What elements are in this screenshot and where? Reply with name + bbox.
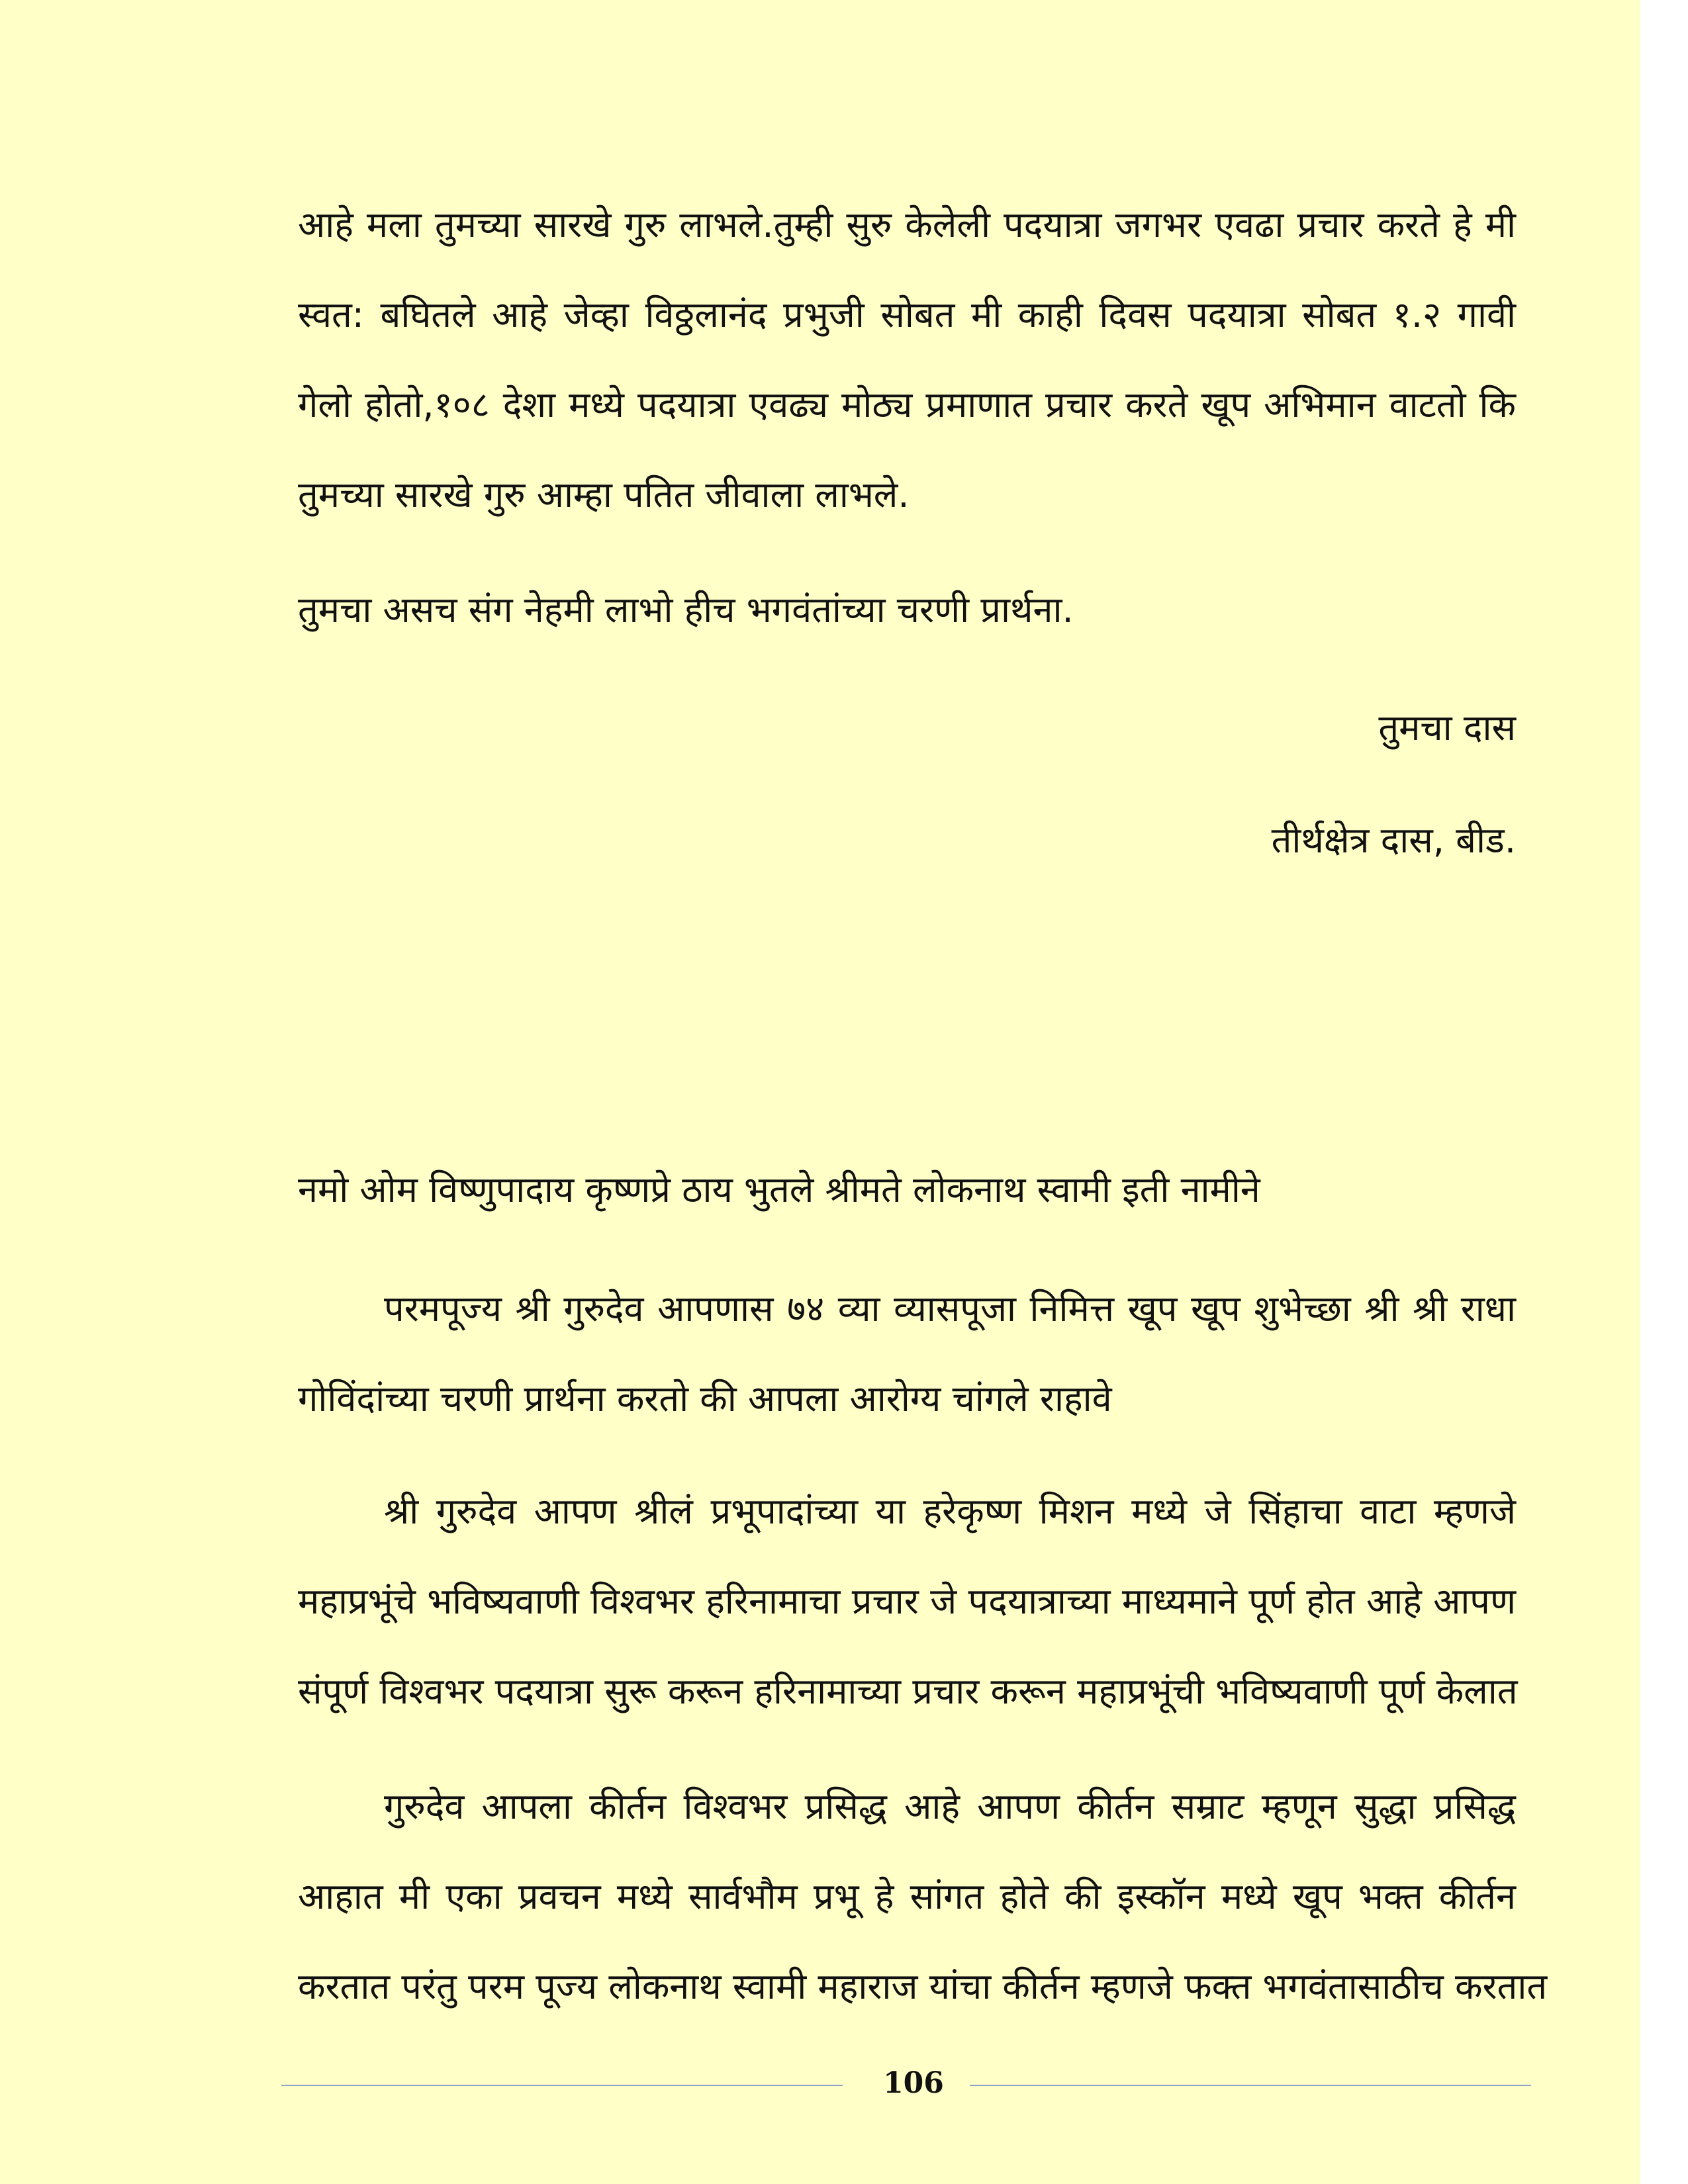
paragraph-line: आहात मी एका प्रवचन मध्ये सार्वभौम प्रभू हे सांगत होते की इस्कॉन मध्ये खूप भक्त कीर्तन — [298, 1876, 1516, 1917]
page-number: 106 — [883, 2066, 944, 2100]
invocation — [298, 1163, 1516, 1216]
signature-line-1: तुमचा दास — [1378, 707, 1516, 749]
paragraph-line: तुमच्या सारखे गुरु आम्हा पतित जीवाला लाभले. — [298, 474, 910, 516]
signature-block — [298, 702, 1516, 860]
paragraph-2 — [298, 584, 1516, 637]
footer-rule-left — [281, 2085, 843, 2086]
invocation-line: नमो ओम विष्णुपादाय कृष्णप्रे ठाय भुतले श्रीमते लोकनाथ स्वामी इती नामीने — [298, 1169, 1260, 1210]
paragraph-line: आहे मला तुमच्या सारखे गुरु लाभले.तुम्ही सुरु केलेली पदयात्रा जगभर एवढा प्रचार करते हे मी — [298, 204, 1516, 246]
paragraph-line: गेलो होतो,१०८ देशा मध्ये पदयात्रा एवढ्य मोठ्य प्रमाणात प्रचार करते खूप अभिमान वाटतो कि — [298, 384, 1516, 426]
paragraph-line: परमपूज्य श्री गुरुदेव आपणास ७४ व्या व्यासपूजा निमित्त खूप खूप शुभेच्छा श्री श्री राधा — [384, 1288, 1516, 1330]
paragraph-line: स्वत: बघितले आहे जेव्हा विठ्ठलानंद प्रभुजी सोबत मी काही दिवस पदयात्रा सोबत १.२ गावी — [298, 294, 1516, 336]
paragraph-3 — [298, 1283, 1516, 1428]
paragraph-5 — [298, 1780, 1548, 2019]
paragraph-line: गुरुदेव आपला कीर्तन विश्वभर प्रसिद्ध आहे आपण कीर्तन सम्राट म्हणून सुद्धा प्रसिद्ध — [384, 1786, 1516, 1827]
paragraph-line: संपूर्ण विश्वभर पदयात्रा सुरू करून हरिनामाच्या प्रचार करून महाप्रभूंची भविष्यवाणी पूर्ण केलात — [298, 1670, 1518, 1712]
paragraph-line: गोविंदांच्या चरणी प्रार्थना करतो की आपला आरोग्य चांगले राहावे — [298, 1378, 1112, 1420]
paragraph-4 — [298, 1485, 1516, 1723]
paragraph-1 — [298, 199, 1516, 543]
paragraph-line: तुमचा असच संग नेहमी लाभो हीच भगवंतांच्या चरणी प्रार्थना. — [298, 589, 1074, 631]
paragraph-line: करतात परंतु परम पूज्य लोकनाथ स्वामी महाराज यांचा कीर्तन म्हणजे फक्त भगवंतासाठीच करतात — [298, 1966, 1548, 2007]
signature-line-2: तीर्थक्षेत्र दास, बीड. — [1271, 819, 1516, 861]
footer-rule-right — [970, 2085, 1531, 2086]
paragraph-line: महाप्रभूंचे भविष्यवाणी विश्वभर हरिनामाचा प्रचार जे पदयात्राच्या माध्यमाने पूर्ण होत आहे आपण — [298, 1580, 1516, 1622]
paragraph-line: श्री गुरुदेव आपण श्रीलं प्रभूपादांच्या या हरेकृष्ण मिशन मध्ये जे सिंहाचा वाटा म्हणजे — [384, 1490, 1516, 1532]
